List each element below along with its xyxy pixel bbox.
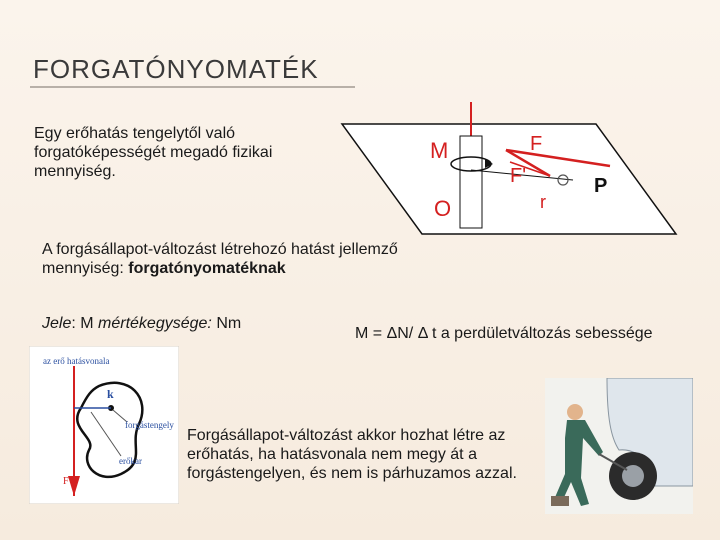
label-force: F xyxy=(63,476,69,487)
cylinder xyxy=(460,136,482,228)
title-underline xyxy=(30,86,355,88)
label-k: k xyxy=(107,387,114,401)
label-p: P xyxy=(594,175,608,197)
symbol-line xyxy=(42,315,241,333)
label-o: O xyxy=(434,196,452,221)
label-fprime: F' xyxy=(510,165,527,187)
label-m: M xyxy=(430,138,449,163)
torque-diagram xyxy=(338,102,680,238)
mechanic-illustration xyxy=(545,378,693,514)
label-hatasvonal-text: az erő hatásvonala xyxy=(43,356,110,366)
lever-arm-diagram xyxy=(29,346,179,504)
condition-text: Forgásállapot-változást akkor hozhat létre az erőhatás, ha hatásvonala nem megy át a forgástengelyen, és nem is párhuzamos azzal. xyxy=(187,427,517,482)
mechanic-head xyxy=(567,404,583,420)
definition-term: forgatónyomatéknak xyxy=(128,260,286,277)
toolbox xyxy=(551,496,569,506)
intro-text: Egy erőhatás tengelytől való forgatóképességét megadó fizikai mennyiség. xyxy=(34,125,273,180)
symbol-label: Jele xyxy=(42,315,72,332)
label-forgastengely: forgástengely xyxy=(125,420,174,430)
label-hatasvonal xyxy=(43,356,109,366)
unit-label: mértékegysége: xyxy=(93,315,217,332)
label-r: r xyxy=(540,192,546,212)
formula: M = ΔN/ Δ t a perdületváltozás sebessége xyxy=(355,325,653,342)
definition-text: A forgásállapot-változást létrehozó hatást jellemző mennyiség: xyxy=(42,241,398,277)
symbol-value: M xyxy=(80,315,94,332)
plane xyxy=(342,124,676,234)
symbol-sep: : xyxy=(71,315,81,332)
definition xyxy=(42,240,412,278)
label-f: F xyxy=(530,133,543,155)
unit-value: Nm xyxy=(216,315,242,332)
label-erokar: erőkar xyxy=(119,456,142,466)
page-title: FORGATÓNYOMATÉK xyxy=(33,54,319,84)
